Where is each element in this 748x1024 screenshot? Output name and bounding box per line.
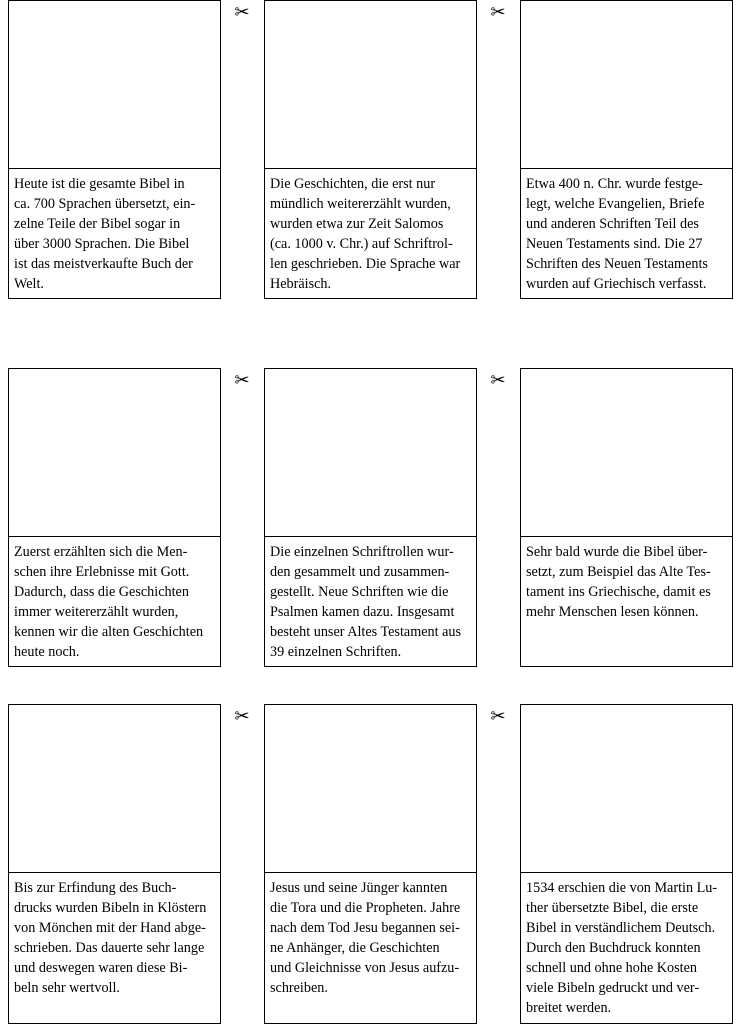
card-text: 1534 erschien die von Martin Lu- ther übersetzte Bibel, die erste Bibel in verständlichem Deutsch. Durch den Buchdruck konnten schnell und ohne hohe Kosten viele Bibeln gedruckt und ver- breitet werden.	[526, 880, 718, 1016]
card-text: Etwa 400 n. Chr. wurde festge- legt, welche Evangelien, Briefe und anderen Schriften Teil des Neuen Testaments sind. Die 27 Schriften des Neuen Testaments wurden auf Griechisch verfasst.	[526, 176, 708, 292]
card-2	[264, 0, 477, 299]
card-1	[8, 0, 221, 299]
card-text: Sehr bald wurde die Bibel über- setzt, zum Beispiel das Alte Tes- tament ins Griechische, damit es mehr Menschen lesen können.	[526, 544, 711, 620]
scissors-icon: ✂	[234, 370, 250, 391]
card-6	[520, 368, 733, 667]
card-3	[520, 0, 733, 299]
scissors-icon: ✂	[490, 2, 506, 23]
card-image-placeholder	[9, 705, 220, 873]
card-text: Bis zur Erfindung des Buch- drucks wurden Bibeln in Klöstern von Mönchen mit der Hand abge- schrieben. Das dauerte sehr lange und deswegen waren diese Bi- beln sehr wertvoll.	[14, 880, 207, 996]
card-4	[8, 368, 221, 667]
card-text: Jesus und seine Jünger kannten die Tora und die Propheten. Jahre nach dem Tod Jesu begannen sei- ne Anhänger, die Geschichten und Gleichnisse von Jesus aufzu- schreiben.	[270, 880, 461, 996]
card-image-placeholder	[265, 1, 476, 169]
card-image-placeholder	[521, 369, 732, 537]
card-text: Die Geschichten, die erst nur mündlich weitererzählt wurden, wurden etwa zur Zeit Salomos (ca. 1000 v. Chr.) auf Schriftrol- len geschrieben. Die Sprache war Hebräisch.	[270, 176, 461, 292]
card-5	[264, 368, 477, 667]
scissors-icon: ✂	[234, 2, 250, 23]
card-image-placeholder	[265, 369, 476, 537]
card-8	[264, 704, 477, 1024]
card-9	[520, 704, 733, 1024]
card-image-placeholder	[521, 1, 732, 169]
scissors-icon: ✂	[234, 706, 250, 727]
card-text: Heute ist die gesamte Bibel in ca. 700 Sprachen übersetzt, ein- zelne Teile der Bibel sogar in über 3000 Sprachen. Die Bibel ist das meistverkaufte Buch der Welt.	[14, 176, 196, 292]
scissors-icon: ✂	[490, 706, 506, 727]
card-text: Zuerst erzählten sich die Men- schen ihre Erlebnisse mit Gott. Dadurch, dass die Geschichten immer weitererzählt wurden, kennen wir die alten Geschichten heute noch.	[14, 544, 204, 660]
card-image-placeholder	[9, 369, 220, 537]
card-7	[8, 704, 221, 1024]
card-image-placeholder	[265, 705, 476, 873]
card-image-placeholder	[521, 705, 732, 873]
scissors-icon: ✂	[490, 370, 506, 391]
card-text: Die einzelnen Schriftrollen wur- den gesammelt und zusammen- gestellt. Neue Schriften wie die Psalmen kamen dazu. Insgesamt besteht unser Altes Testament aus 39 einzelnen Schriften.	[270, 544, 462, 660]
card-image-placeholder	[9, 1, 220, 169]
